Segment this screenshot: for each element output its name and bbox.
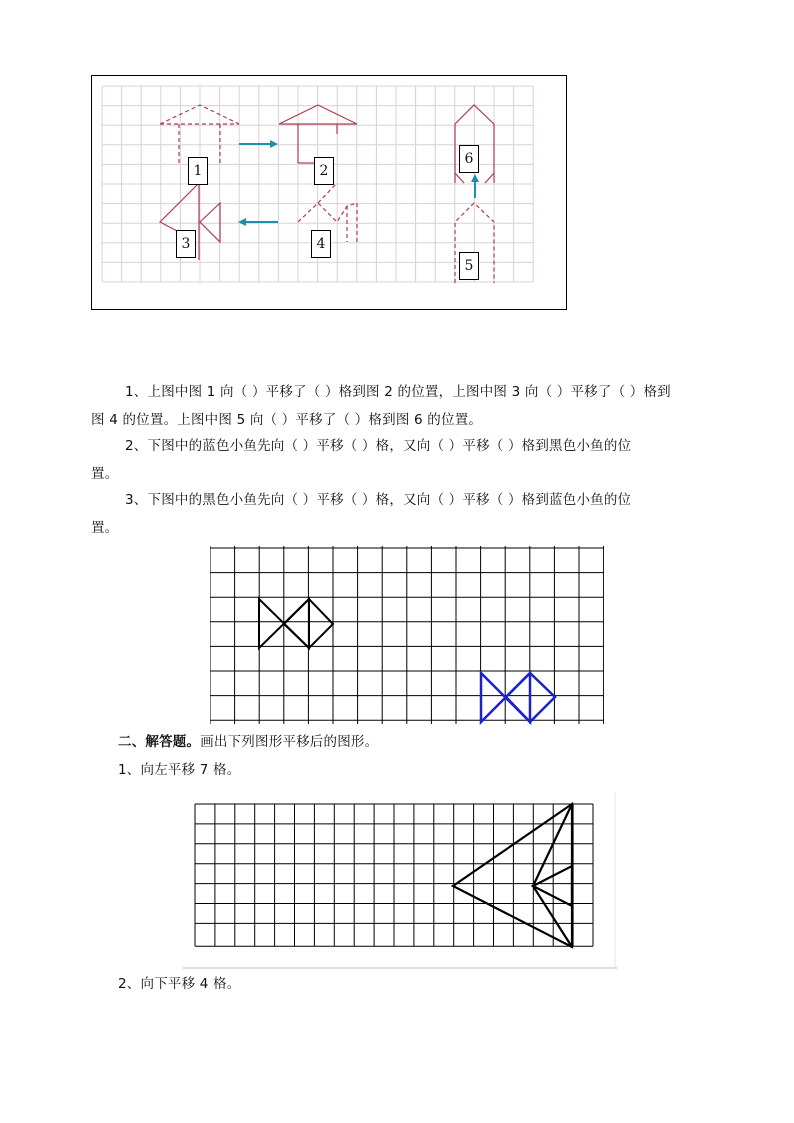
question-1-line-1: 1、上图中图 1 向（ ）平移了（ ）格到图 2 的位置，上图中图 3 向（ ）平移了（ ）格到 (125, 384, 671, 400)
section2-heading-bold: 二、解答题。 (118, 734, 201, 750)
label-5: 5 (459, 252, 479, 280)
question-2-line-2: 置。 (91, 466, 119, 482)
fish-grid (210, 546, 604, 726)
label-1: 1 (188, 157, 208, 185)
label-2: 2 (314, 157, 334, 185)
black-fish (259, 599, 333, 648)
label-3: 3 (176, 230, 196, 258)
question-1-line-2: 图 4 的位置。上图中图 5 向（ ）平移了（ ）格到图 6 的位置。 (91, 412, 483, 428)
arrow-left (238, 218, 278, 226)
section2-heading (118, 729, 378, 756)
blue-fish (481, 673, 555, 722)
arrow-up (471, 174, 479, 198)
figure1-grid (92, 76, 566, 309)
question-3-line-2: 置。 (91, 520, 119, 536)
translation-figure (91, 75, 567, 310)
section2-item-2: 2、向下平移 4 格。 (118, 976, 241, 992)
plane-shape (453, 804, 572, 947)
label-6: 6 (459, 145, 479, 173)
question-2-line-1: 2、下图中的蓝色小鱼先向（ ）平移（ ）格，又向（ ）平移（ ）格到黑色小鱼的位 (125, 438, 632, 454)
plane-grid (183, 792, 617, 970)
section2-heading-rest: 画出下列图形平移后的图形。 (200, 734, 379, 750)
label-4: 4 (311, 230, 331, 258)
question-3-line-1: 3、下图中的黑色小鱼先向（ ）平移（ ）格，又向（ ）平移（ ）格到蓝色小鱼的位 (125, 492, 632, 508)
section2-item-1: 1、向左平移 7 格。 (118, 762, 241, 778)
